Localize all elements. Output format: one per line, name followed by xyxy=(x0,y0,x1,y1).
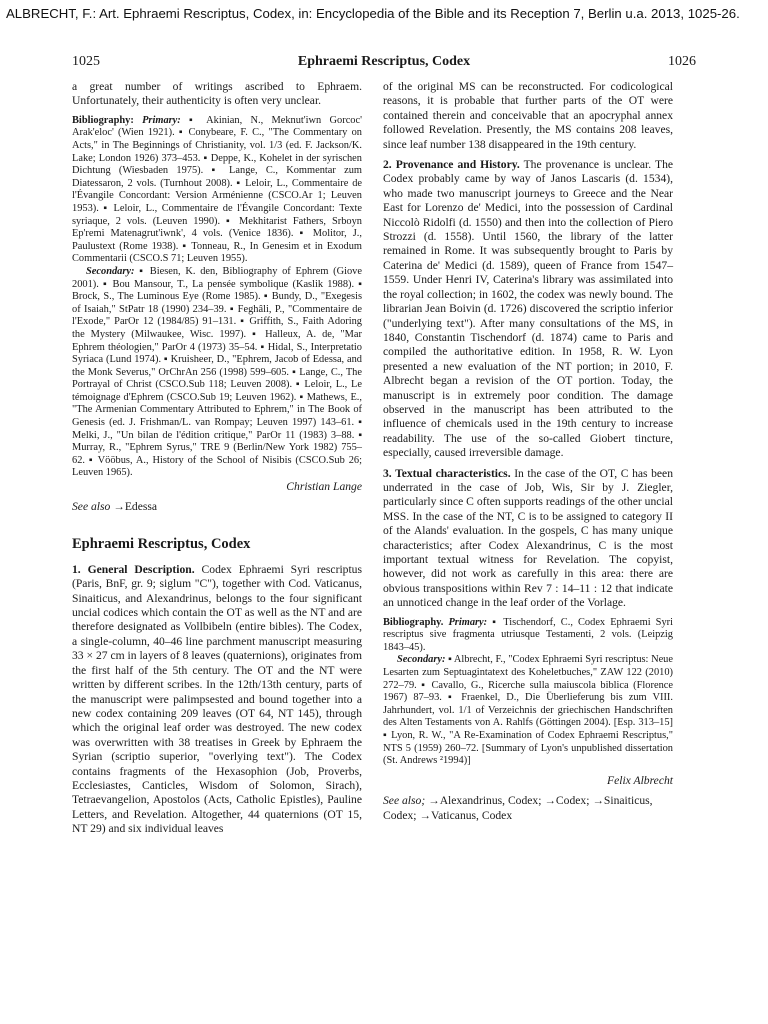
bibliography-primary xyxy=(72,115,362,266)
running-title: Ephraemi Rescriptus, Codex xyxy=(297,54,471,69)
primary-text: ▪ Akinian, N., Meknut'iwn Gorcoc' Arak'eloc' (Wien 1921). ▪ Conybeare, F. C., "The Commentary on Acts," in The Beginnings of Christianity, vol. 1/3 (ed. F. Jackson/K. Lake; London 1926) 373–453. ▪ Deppe, K., Kohelet in der syrischen Dichtung (Wiesbaden 1975). ▪ Lange, C., Kommentar zum Diatessaron, 2 vols. (Turnhout 2008). ▪ Leloir, L., Commentaire de l'Évangile Concordant: Version Arménienne (CSCO.Ar 1; Leuven 1953). ▪ Leloir, L., Commentaire de l'Évangile Concordant: Texte syriaque, 2 vols. (Leuven 1990). ▪ Mekhitarist Fathers, Srboyn Ep'remi Matenagrut'iwnk', 4 vols. (Venice 1836). ▪ Molitor, J., Paulustext (Rome 1938). ▪ Tonneau, R., In Genesim et in Exodum Commentarii (CSCO.S 71; Leuven 1955). xyxy=(72,114,362,265)
bibliography-label: Bibliography: xyxy=(72,114,134,126)
section-provenance xyxy=(383,158,673,461)
section-2-text: The provenance is unclear. The Codex probably came by way of Janos Lascaris (d. 1534), who made two manuscript journeys to Greece and the Near East for Lorenzo de' Medici, into the possession of Cardinal Niccolò Ridolfi (d. 1550) and then into the collection of Piero Strozzi (d. 1558). Until 1560, the library of the latter remained in Rome. It was subsequently brought to Paris by Caterina de' Medici (d. 1589), queen of France from 1547–1559. Under Henri IV, Caterina's library was assimilated into the royal collection; in 1602, the codex was newly bound. The librarian Jean Boivin (d. 1726) discovered the scriptio inferior ("underlying text"). After many consultations of the MS, in 1840, Constantin Tischendorf (d. 1874) came to Paris and compiled the authoritative edition. In 1958, R. W. Lyon presented a new evaluation of the NT portion; in 2010, F. Albrecht began a revision of the OT portion. Today, the manuscript is in extremely poor condition. The damage observed in the manuscript has been attributed to the influence of chemicals used in the 19th century to increase readability. The use of the so-called Giobert tincture, especially, caused irreversible damage. xyxy=(383,158,674,460)
bibliography-secondary-right xyxy=(383,654,673,767)
primary-text-right: ▪ Tischendorf, C., Codex Ephraemi Syri rescriptus sive fragmenta utriusque Testamenti, 2 vols. (Leipzig 1843–45). xyxy=(383,616,673,653)
bibliography-primary-right xyxy=(383,617,673,655)
bibliography-secondary xyxy=(72,266,362,480)
author-signature: Christian Lange xyxy=(286,480,362,494)
page-number-right: 1026 xyxy=(668,54,696,69)
section-3-heading: 3. Textual characteristics. xyxy=(383,466,511,480)
author-signature-right: Felix Albrecht xyxy=(607,773,673,787)
see-also-right xyxy=(383,794,673,823)
see-also-link[interactable]: →Edessa xyxy=(113,500,158,514)
citation-header: ALBRECHT, F.: Art. Ephraemi Rescriptus, Codex, in: Encyclopedia of the Bible and its Reception 7, Berlin u.a. 2013, 1025-26. xyxy=(6,6,740,21)
page-number-left: 1025 xyxy=(72,54,100,69)
see-also xyxy=(72,500,362,514)
section-1-heading: 1. General Description. xyxy=(72,562,195,576)
right-column xyxy=(383,80,673,823)
continued-paragraph: of the original MS can be reconstructed. For codicological reasons, it is probable that further parts of the OT were contained therein and conceivable that an apocryphal annex followed Revelation. Presently, the MS contains 208 leaves, since leaf number 138 disappeared in the 19th century. xyxy=(383,80,673,151)
primary-label-right: Primary: xyxy=(448,616,488,628)
secondary-label: Secondary: xyxy=(86,265,135,277)
bibliography-label-right: Bibliography. xyxy=(383,616,444,628)
section-3-text: In the case of the OT, C has been underrated in the case of Job, Wis, Sir by J. Ziegler, particularly since C often supports readings of the other uncial MSS. In the case of the NT, C is to be assigned to category II of the Alands' evaluation. In the gospels, C has many unique characteristics; after Codex Alexandrinus, C is the most important textual witness for Revelation. The copyist, however, did not work as carefully in this area: there are obvious transpositions within Rev 7 : 14–11 : 12 that indicate an unnoticed change in the leaf order of the Vorlage. xyxy=(383,466,673,610)
running-header xyxy=(72,54,696,74)
article-title: Ephraemi Rescriptus, Codex xyxy=(72,535,251,552)
secondary-text: ▪ Biesen, K. den, Bibliography of Ephrem (Giove 2001). ▪ Bou Mansour, T., La pensée symbolique (Kaslik 1988). ▪ Brock, S., The Luminous Eye (Rome 1985). ▪ Bundy, D., "Exegesis of Isaiah," StPatr 18 (1990) 234–39. ▪ Feghâli, P., "Commentaire de l'Exode," ParOr 12 (1984/85) 91–131. ▪ Griffith, S., Faith Adoring the Mystery (Milwaukee, Wisc. 1997). ▪ Halleux, A. de, "Mar Ephrem théologien," ParOr 4 (1973) 35–54. ▪ Hidal, S., Interpretatio Syriaca (Lund 1974). ▪ Kruisheer, D., "Ephrem, Jacob of Edessa, and the Monk Severus," OrChrAn 256 (1998) 599–605. ▪ Lange, C., The Portrayal of Christ (CSCO.Sub 118; Leuven 2008). ▪ Leloir, L., Le témoignage d'Ephrem (CSCO.Sub 19; Leuven 1962). ▪ Mathews, E., "The Armenian Commentary Attributed to Ephrem," in The Book of Genesis (ed. J. Frishman/L. van Rompay; Leuven 1997) 143–61. ▪ Melki, J., "Un bilan de l'édition critique," ParOr 11 (1983) 3–88. ▪ Murray, R., "Ephrem Syrus," TRE 9 (Berlin/New York 1982) 755–62. ▪ Vööbus, A., History of the School of Nisibis (CSCO.Sub 26; Leuven 1965). xyxy=(72,265,362,479)
see-also-links-right[interactable]: →Alexandrinus, Codex; →Codex; →Sinaiticus, Codex; →Vaticanus, Codex xyxy=(383,794,653,822)
see-also-label-right: See also; xyxy=(383,794,426,808)
secondary-label-right: Secondary: xyxy=(397,654,446,666)
see-also-label: See also xyxy=(72,500,111,514)
section-textual-characteristics xyxy=(383,467,673,611)
left-column xyxy=(72,80,362,837)
primary-label: Primary: xyxy=(142,114,181,126)
section-1-text: Codex Ephraemi Syri rescriptus (Paris, BnF, gr. 9; siglum "C"), together with Cod. Vaticanus, Sinaiticus, and Alexandrinus, belongs to the four significant uncial codices which contain the OT as well as the NT and are therefore designated as Vollbibeln (entire bibles). The Codex, a single-column, 40–46 line parchment manuscript measuring 33 × 27 cm in layers of 8 leaves (quaternions), originates from the first half of the 5th century. The OT and the NT were written by different scribes. In the 12th/13th century, parts of the manuscript were palimpsested and bound together into a new codex containing 209 leaves (OT 64, NT 145), through which the original leaf order was destroyed. The new codex was overwritten with 38 treatises in Greek by Ephraem the Syrian (scriptio superior, "overlying text"). The Codex contains fragments of the Hexasophion (Job, Proverbs, Ecclesiastes, Canticles, Wisdom of Solomon, Sirach), Tetraevangelion, Apostolos (Acts, Catholic Epistles), Pauline Letters, and Revelation. Altogether, 44 quaternions (OT 15, NT 29) and six individual leaves xyxy=(72,562,362,836)
section-2-heading: 2. Provenance and History. xyxy=(383,158,520,172)
secondary-text-right: ▪ Albrecht, F., "Codex Ephraemi Syri rescriptus: Neue Lesarten zum Septuagintatext des Koheletbuches," ZAW 122 (2010) 272–79. ▪ Cavallo, G., Ricerche sulla maiuscola biblica (Florence 1967) 87–93. ▪ Fraenkel, D., Die Überlieferung bis zum VIII. Jahrhundert, vol. 1/1 of Verzeichnis der griechischen Handschriften des Alten Testaments von A. Rahlfs (Göttingen 2004). [Esp. 313–15] ▪ Lyon, R. W., "A Re-Examination of Codex Ephraemi Rescriptus," NTS 5 (1959) 260–72. [Summary of Lyon's unpublished dissertation (St. Andrews ²1994)] xyxy=(383,654,673,767)
section-general-description xyxy=(72,563,362,837)
intro-paragraph: a great number of writings ascribed to Ephraem. Unfortunately, their authenticity is often very unclear. xyxy=(72,80,362,108)
